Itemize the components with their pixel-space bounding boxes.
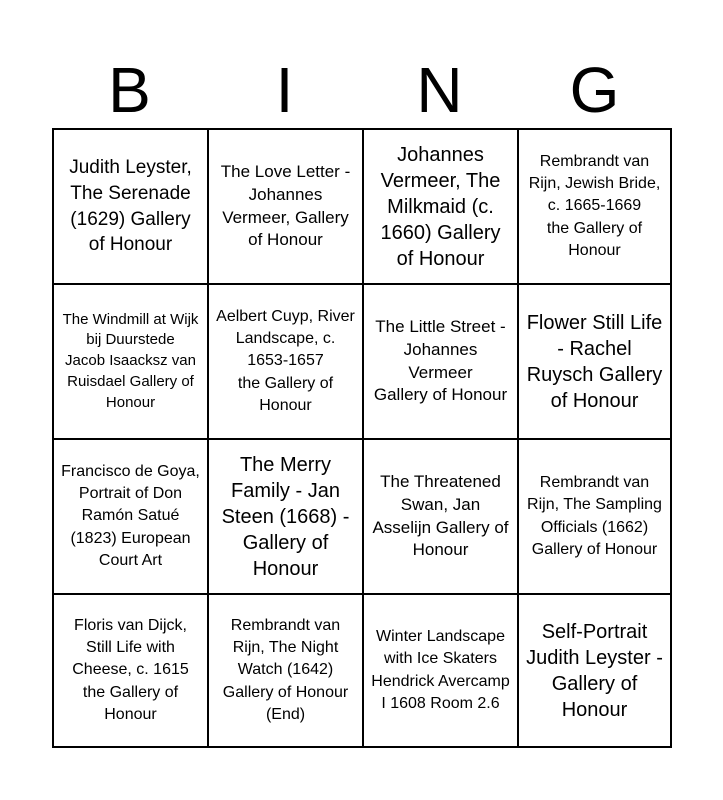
title-letter-g: G — [569, 54, 620, 126]
bingo-cell[interactable] — [209, 130, 364, 285]
bingo-cell[interactable] — [209, 440, 364, 595]
bingo-cell[interactable] — [364, 595, 519, 746]
bingo-cell-text: The Little Street - Johannes Vermeer Gallery of Honour — [373, 316, 508, 405]
bingo-cell-text: The Merry Family - Jan Steen (1668) - Gallery of Honour — [221, 453, 350, 580]
bingo-cell[interactable] — [519, 285, 670, 440]
bingo-cell-text: Aelbert Cuyp, River Landscape, c. 1653-1657 the Gallery of Honour — [216, 308, 355, 414]
bingo-cell-text: Floris van Dijck, Still Life with Cheese, c. 1615 the Gallery of Honour — [72, 617, 189, 723]
bingo-cell[interactable] — [519, 595, 670, 746]
bingo-cell-text: The Threatened Swan, Jan Asselijn Gallery of Honour — [372, 471, 509, 560]
bingo-cell[interactable] — [54, 285, 209, 440]
bingo-cell-text: Flower Still Life - Rachel Ruysch Gallery of Honour — [526, 311, 663, 412]
bingo-cell-text: The Windmill at Wijk bij Duurstede Jacob Isaacksz van Ruisdael Gallery of Honour — [62, 310, 199, 411]
bingo-cell-text: Self-Portrait Judith Leyster - Gallery of Honour — [526, 620, 663, 721]
bingo-cell-text: Rembrandt van Rijn, Jewish Bride, c. 1665-1669 the Gallery of Honour — [528, 153, 661, 259]
bingo-cell-text: Judith Leyster, The Serenade (1629) Gallery of Honour — [69, 157, 192, 256]
bingo-cell[interactable] — [364, 440, 519, 595]
bingo-cell-text: Rembrandt van Rijn, The Night Watch (1642) Gallery of Honour (End) — [222, 617, 349, 723]
title-letter-n: N — [416, 54, 463, 126]
bingo-cell[interactable] — [209, 285, 364, 440]
bingo-cell[interactable] — [54, 130, 209, 285]
bingo-cell[interactable] — [54, 440, 209, 595]
bingo-cell-text: Rembrandt van Rijn, The Sampling Officials (1662) Gallery of Honour — [527, 474, 662, 558]
bingo-cell-text: Johannes Vermeer, The Milkmaid (c. 1660) Gallery of Honour — [380, 143, 501, 270]
bingo-cell-text: Winter Landscape with Ice Skaters Hendrick Avercamp I 1608 Room 2.6 — [371, 628, 510, 712]
bingo-cell[interactable] — [54, 595, 209, 746]
bingo-cell-text: Francisco de Goya, Portrait of Don Ramón Satué (1823) European Court Art — [61, 463, 200, 569]
bingo-grid — [52, 128, 672, 748]
bingo-title — [52, 52, 672, 128]
bingo-cell[interactable] — [364, 285, 519, 440]
bingo-cell[interactable] — [209, 595, 364, 746]
bingo-cell-text: The Love Letter - Johannes Vermeer, Gallery of Honour — [220, 161, 351, 250]
bingo-cell[interactable] — [364, 130, 519, 285]
title-letter-b: B — [108, 54, 151, 126]
bingo-cell[interactable] — [519, 440, 670, 595]
title-letter-i: I — [275, 54, 294, 126]
bingo-cell[interactable] — [519, 130, 670, 285]
